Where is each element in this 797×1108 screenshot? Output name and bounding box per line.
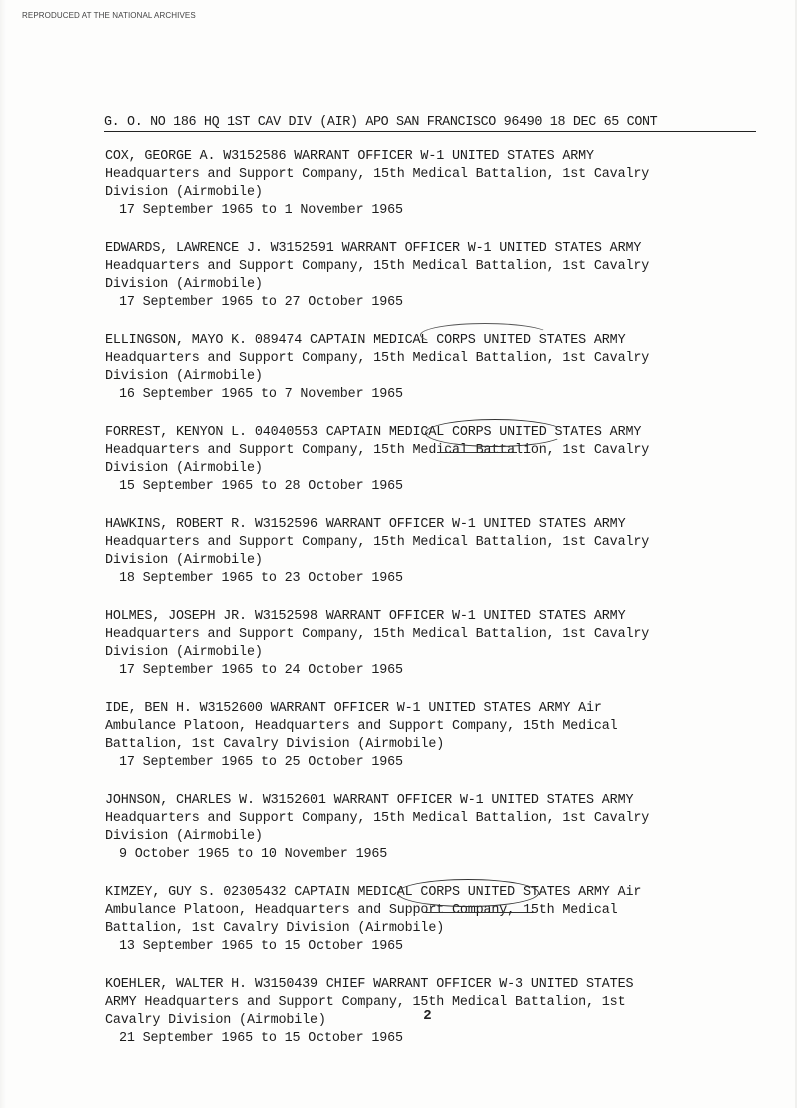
general-order-header: G. O. NO 186 HQ 1ST CAV DIV (AIR) APO SAN FRANCISCO 96490 18 DEC 65 CONT: [104, 115, 756, 132]
entry-dates: 17 September 1965 to 24 October 1965: [119, 663, 403, 678]
entry-line: HOLMES, JOSEPH JR. W3152598 WARRANT OFFICER W-1 UNITED STATES ARMY: [105, 609, 626, 624]
entry-edwards: [105, 240, 765, 312]
entry-line: Division (Airmobile): [105, 461, 263, 476]
entry-line: ELLINGSON, MAYO K. 089474 CAPTAIN MEDICAL CORPS UNITED STATES ARMY: [105, 333, 626, 348]
entry-line: EDWARDS, LAWRENCE J. W3152591 WARRANT OFFICER W-1 UNITED STATES ARMY: [105, 241, 642, 256]
entry-line: ARMY Headquarters and Support Company, 15th Medical Battalion, 1st: [105, 995, 626, 1010]
entry-line: Division (Airmobile): [105, 277, 263, 292]
entry-line: Division (Airmobile): [105, 829, 263, 844]
entry-holmes: [105, 608, 765, 680]
entry-line: Headquarters and Support Company, 15th Medical Battalion, 1st Cavalry: [105, 443, 650, 458]
entry-line: Division (Airmobile): [105, 553, 263, 568]
entry-line: COX, GEORGE A. W3152586 WARRANT OFFICER W-1 UNITED STATES ARMY: [105, 149, 594, 164]
entry-line: Battalion, 1st Cavalry Division (Airmobile): [105, 921, 445, 936]
entry-line: Battalion, 1st Cavalry Division (Airmobile): [105, 737, 445, 752]
entry-ellingson: [105, 332, 765, 404]
entry-line: Headquarters and Support Company, 15th Medical Battalion, 1st Cavalry: [105, 811, 650, 826]
entry-dates: 15 September 1965 to 28 October 1965: [119, 479, 403, 494]
entry-line: Headquarters and Support Company, 15th Medical Battalion, 1st Cavalry: [105, 351, 650, 366]
entry-dates: 13 September 1965 to 15 October 1965: [119, 939, 403, 954]
entry-line: HAWKINS, ROBERT R. W3152596 WARRANT OFFICER W-1 UNITED STATES ARMY: [105, 517, 626, 532]
entry-dates: 21 September 1965 to 15 October 1965: [119, 1031, 403, 1046]
entry-line: Ambulance Platoon, Headquarters and Support Company, 15th Medical: [105, 903, 618, 918]
entry-dates: 17 September 1965 to 1 November 1965: [119, 203, 403, 218]
entries-list: [105, 148, 765, 1068]
entry-cox: [105, 148, 765, 220]
entry-line: JOHNSON, CHARLES W. W3152601 WARRANT OFFICER W-1 UNITED STATES ARMY: [105, 793, 634, 808]
entry-line: Division (Airmobile): [105, 645, 263, 660]
scan-edge-shadow: [0, 0, 6, 1108]
entry-line: Headquarters and Support Company, 15th Medical Battalion, 1st Cavalry: [105, 259, 650, 274]
entry-dates: 9 October 1965 to 10 November 1965: [119, 847, 388, 862]
entry-line: Headquarters and Support Company, 15th Medical Battalion, 1st Cavalry: [105, 535, 650, 550]
entry-line: Cavalry Division (Airmobile): [105, 1013, 326, 1028]
entry-kimzey: [105, 884, 765, 956]
entry-line: FORREST, KENYON L. 04040553 CAPTAIN MEDICAL CORPS UNITED STATES ARMY: [105, 425, 642, 440]
entry-johnson: [105, 792, 765, 864]
entry-line: KOEHLER, WALTER H. W3150439 CHIEF WARRANT OFFICER W-3 UNITED STATES: [105, 977, 634, 992]
entry-dates: 16 September 1965 to 7 November 1965: [119, 387, 403, 402]
entry-ide: [105, 700, 765, 772]
entry-line: Division (Airmobile): [105, 369, 263, 384]
entry-dates: 17 September 1965 to 27 October 1965: [119, 295, 403, 310]
entry-line: Ambulance Platoon, Headquarters and Support Company, 15th Medical: [105, 719, 618, 734]
entry-line: Headquarters and Support Company, 15th Medical Battalion, 1st Cavalry: [105, 627, 650, 642]
entry-line: Division (Airmobile): [105, 185, 263, 200]
entry-line: KIMZEY, GUY S. 02305432 CAPTAIN MEDICAL CORPS UNITED STATES ARMY Air: [105, 885, 642, 900]
archive-stamp: REPRODUCED AT THE NATIONAL ARCHIVES: [22, 11, 196, 20]
entry-line: IDE, BEN H. W3152600 WARRANT OFFICER W-1 UNITED STATES ARMY Air: [105, 701, 602, 716]
entry-hawkins: [105, 516, 765, 588]
entry-line: Headquarters and Support Company, 15th Medical Battalion, 1st Cavalry: [105, 167, 650, 182]
entry-dates: 18 September 1965 to 23 October 1965: [119, 571, 403, 586]
entry-dates: 17 September 1965 to 25 October 1965: [119, 755, 403, 770]
page-number: 2: [423, 1008, 432, 1024]
entry-forrest: [105, 424, 765, 496]
